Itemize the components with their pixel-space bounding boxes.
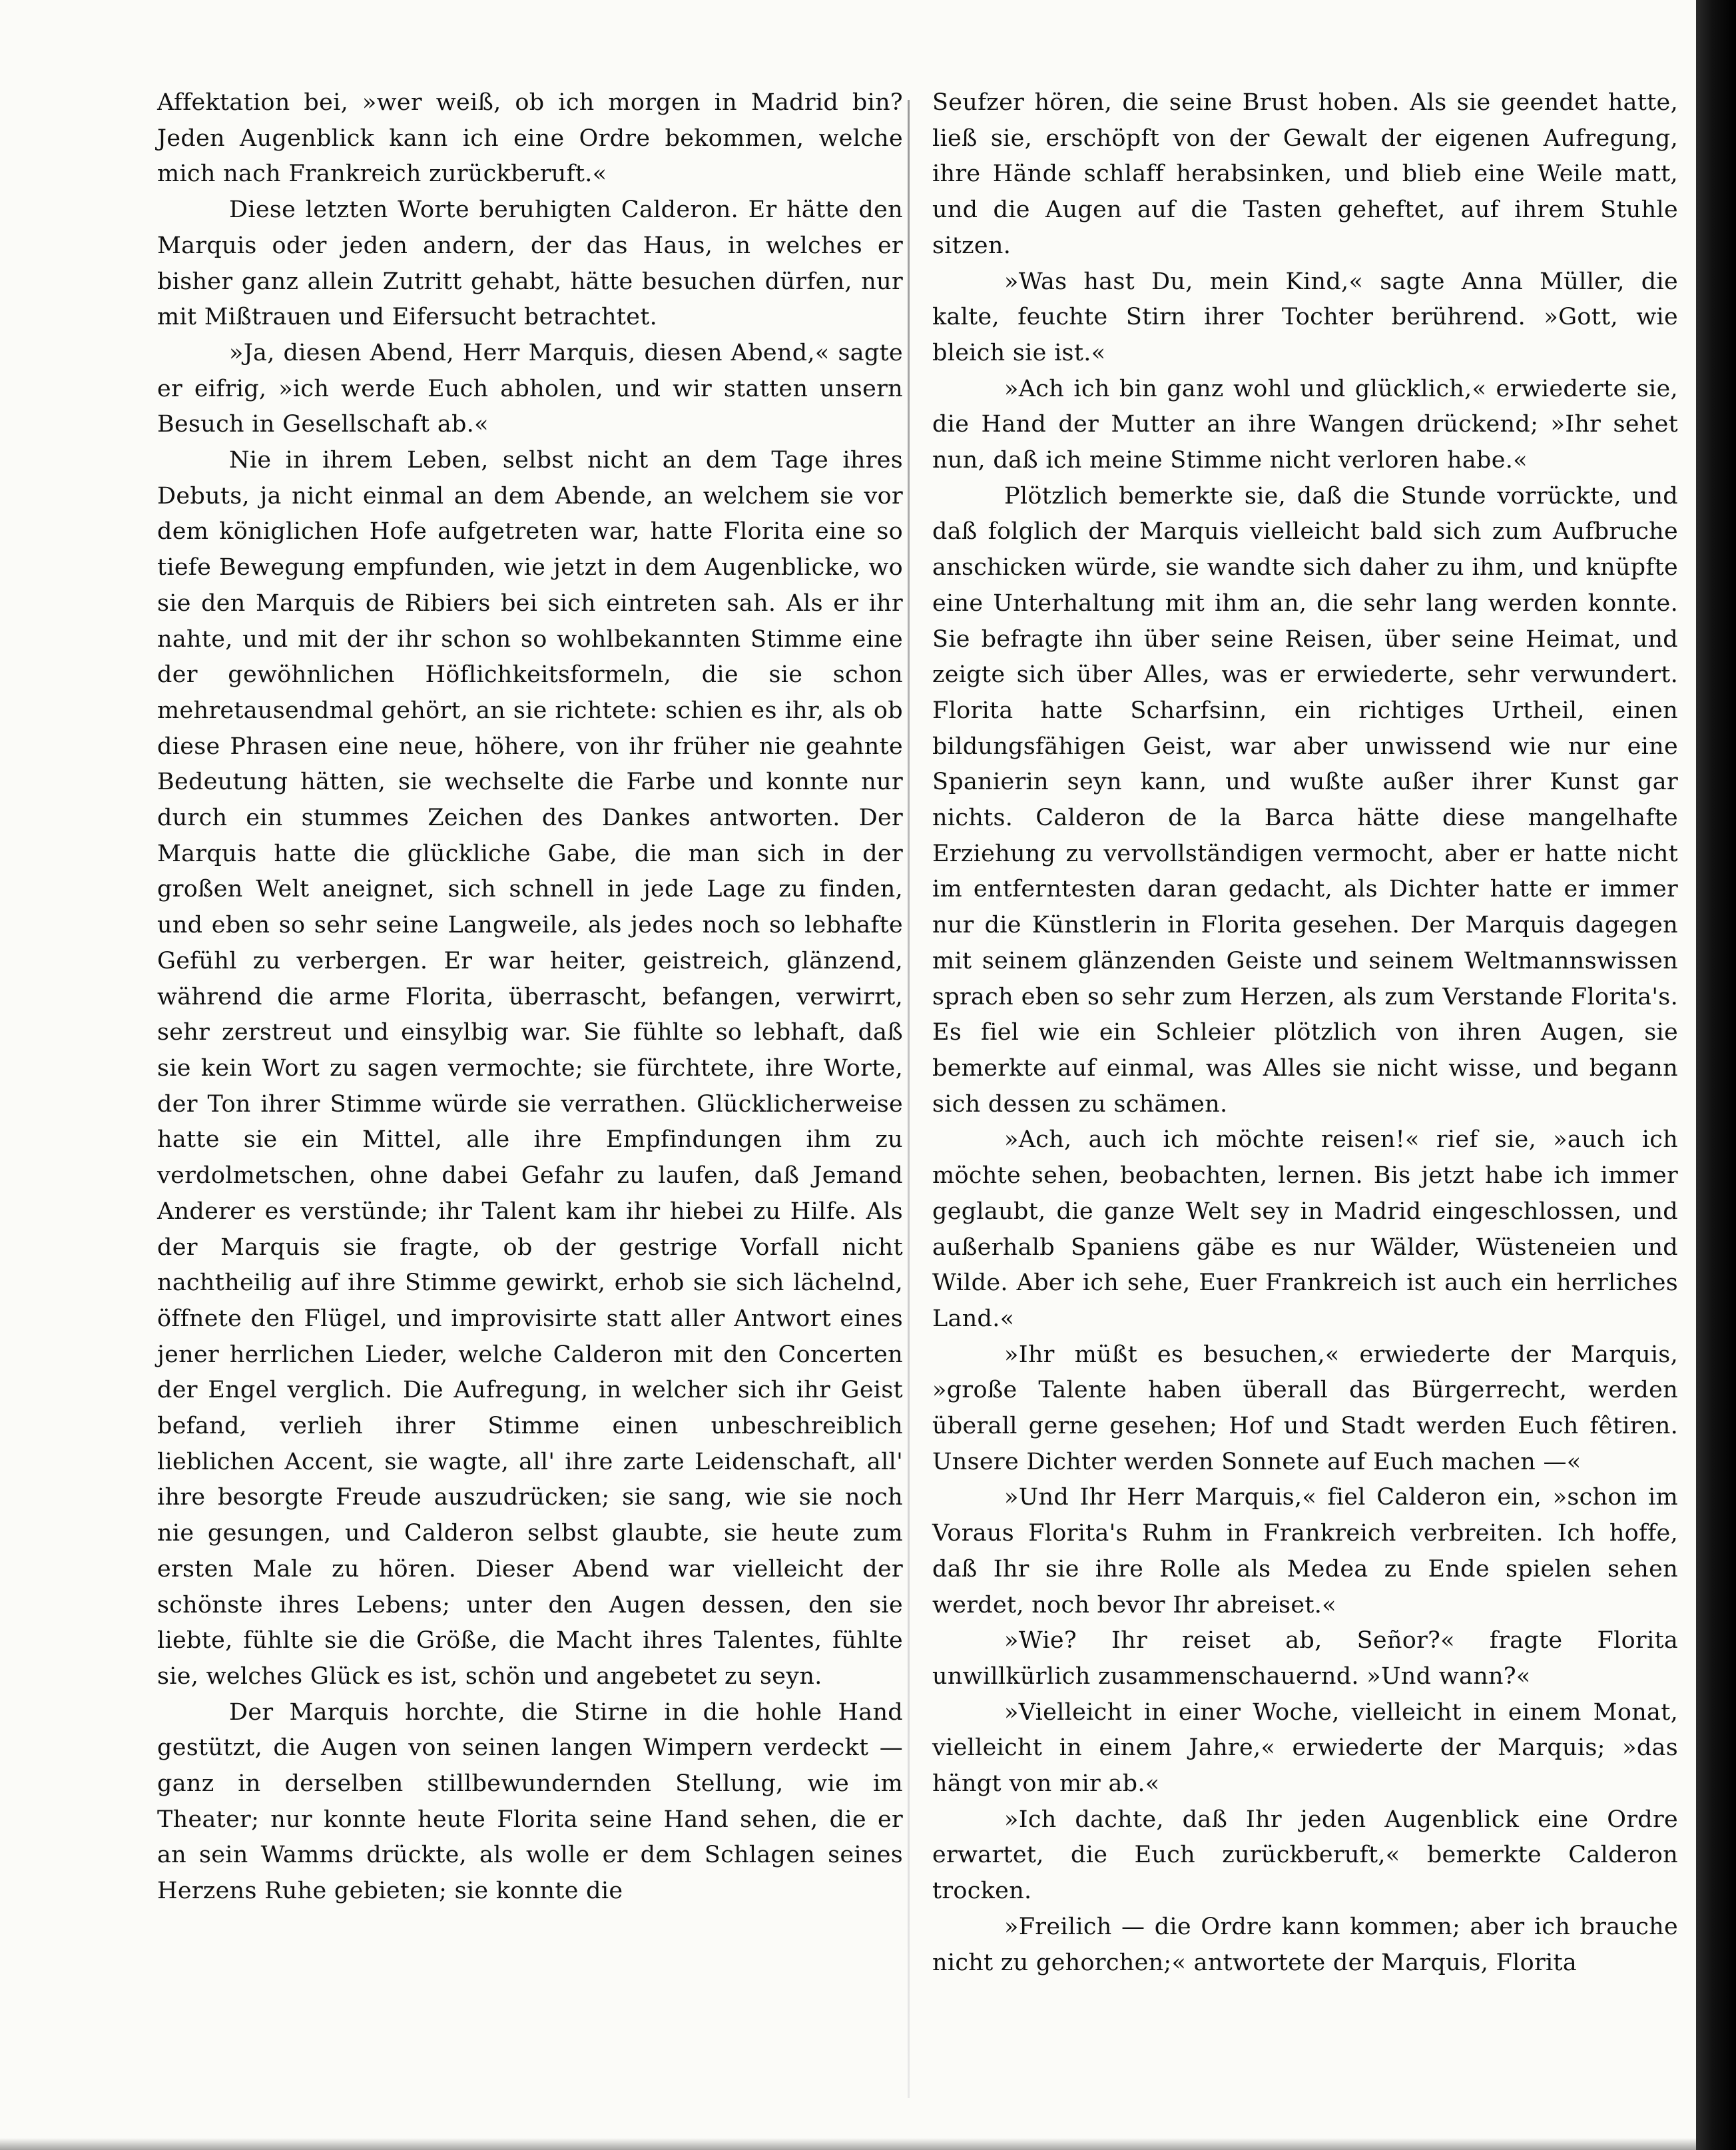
paragraph: »Freilich — die Ordre kann kommen; aber ich brauche nicht zu gehorchen;« antwortete der Marquis, Florita xyxy=(932,1913,1678,1976)
paragraph: Nie in ihrem Leben, selbst nicht an dem Tage ihres Debuts, ja nicht einmal an dem Abende, an welchem sie vor dem königlichen Hofe aufgetreten war, hatte Florita eine so tiefe Bewegung empfunden, wie jetzt in dem Augenblicke, wo sie den Marquis de Ribiers bei sich eintreten sah. Als er ihr nahte, und mit der ihr schon so wohlbekannten Stimme eine der gewöhnlichen Höflichkeitsformeln, die sie schon mehretausendmal gehört, an sie richtete: schien es ihr, als ob diese Phrasen eine neue, höhere, von ihr früher nie geahnte Bedeutung hätten, sie wechselte die Farbe und konnte nur durch ein stummes Zeichen des Dankes antworten. Der Marquis hatte die glückliche Gabe, die man sich in der großen Welt aneignet, sich schnell in jede Lage zu finden, und eben so sehr seine Langweile, als jedes noch so lebhafte Gefühl zu verbergen. Er war heiter, geistreich, glänzend, während die arme Florita, überrascht, befangen, verwirrt, sehr zerstreut und einsylbig war. Sie fühlte so lebhaft, daß sie kein Wort zu sagen vermochte; sie fürchtete, ihre Worte, der Ton ihrer Stimme würde sie verrathen. Glücklicherweise hatte sie ein Mittel, alle ihre Empfindungen ihm zu verdolmetschen, ohne dabei Gefahr zu laufen, daß Jemand Anderer es verstünde; ihr Talent kam ihr hiebei zu Hilfe. Als der Marquis sie fragte, ob der gestrige Vorfall nicht nachtheilig auf ihre Stimme gewirkt, erhob sie sich lächelnd, öffnete den Flügel, und improvisirte statt aller Antwort eines jener herrlichen Lieder, welche Calderon mit den Concerten der Engel verglich. Die Aufregung, in welcher sich ihr Geist befand, verlieh ihrer Stimme einen unbeschreiblich lieblichen Accent, sie wagte, all' ihre zarte Leidenschaft, all' ihre besorgte Freude auszudrücken; sie sang, wie sie noch nie gesungen, und Calderon selbst glaubte, sie heute zum ersten Male zu hören. Dieser Abend war vielleicht der schönste ihres Lebens; unter den Augen dessen, den sie liebte, fühlte sie die Größe, die Macht ihres Talentes, fühlte sie, welches Glück es ist, schön und angebetet zu seyn. xyxy=(157,447,903,1690)
paragraph: »Ich dachte, daß Ihr jeden Augenblick eine Ordre erwartet, die Euch zurückberuft,« bemerkte Calderon trocken. xyxy=(932,1806,1678,1905)
paragraph: Plötzlich bemerkte sie, daß die Stunde vorrückte, und daß folglich der Marquis vielleicht bald sich zum Aufbruche anschicken würde, sie wandte sich daher zu ihm, und knüpfte eine Unterhaltung mit ihm an, die sehr lang werden konnte. Sie befragte ihn über seine Reisen, über seine Heimat, und zeigte sich über Alles, was er erwiederte, sehr verwundert. Florita hatte Scharfsinn, ein richtiges Urtheil, einen bildungsfähigen Geist, war aber unwissend wie nur eine Spanierin seyn kann, und wußte außer ihrer Kunst gar nichts. Calderon de la Barca hätte diese mangelhafte Erziehung zu vervollständigen vermocht, aber er hatte nicht im entferntesten daran gedacht, als Dichter hatte er immer nur die Künstlerin in Florita gesehen. Der Marquis dagegen mit seinem glänzenden Geiste und seinem Weltmannswissen sprach eben so sehr zum Herzen, als zum Verstande Florita's. Es fiel wie ein Schleier plötzlich von ihren Augen, sie bemerkte auf einmal, was Alles sie nicht wisse, und begann sich dessen zu schämen. xyxy=(932,482,1678,1118)
left-text-column xyxy=(157,85,903,1910)
paragraph: »Und Ihr Herr Marquis,« fiel Calderon ein, »schon im Voraus Florita's Ruhm in Frankreich verbreiten. Ich hoffe, daß Ihr sie ihre Rolle als Medea zu Ende spielen sehen werdet, noch bevor Ihr abreiset.« xyxy=(932,1484,1678,1618)
paragraph: »Ihr müßt es besuchen,« erwiederte der Marquis, »große Talente haben überall das Bürgerrecht, werden überall gerne gesehen; Hof und Stadt werden Euch fêtiren. Unsere Dichter werden Sonnete auf Euch machen —« xyxy=(932,1341,1678,1475)
right-text-column xyxy=(932,85,1678,1981)
column-divider xyxy=(908,100,910,2098)
paragraph: »Ach ich bin ganz wohl und glücklich,« erwiederte sie, die Hand der Mutter an ihre Wangen drückend; »Ihr sehet nun, daß ich meine Stimme nicht verloren habe.« xyxy=(932,375,1678,474)
paragraph: Diese letzten Worte beruhigten Calderon. Er hätte den Marquis oder jeden andern, der das Haus, in welches er bisher ganz allein Zutritt gehabt, hätte besuchen dürfen, nur mit Mißtrauen und Eifersucht betrachtet. xyxy=(157,196,903,331)
paragraph: »Ach, auch ich möchte reisen!« rief sie, »auch ich möchte sehen, beobachten, lernen. Bis jetzt habe ich immer geglaubt, die ganze Welt sey in Madrid eingeschlossen, und außerhalb Spaniens gäbe es nur Wälder, Wüsteneien und Wilde. Aber ich sehe, Euer Frankreich ist auch ein herrliches Land.« xyxy=(932,1126,1678,1332)
paragraph: »Wie? Ihr reiset ab, Señor?« fragte Florita unwillkürlich zusammenschauernd. »Und wann?« xyxy=(932,1627,1678,1690)
paragraph: Affektation bei, »wer weiß, ob ich morgen in Madrid bin? Jeden Augenblick kann ich eine Ordre bekommen, welche mich nach Frankreich zurückberuft.« xyxy=(157,89,903,188)
page-bottom-shadow xyxy=(0,2138,1696,2150)
paragraph: Seufzer hören, die seine Brust hoben. Als sie geendet hatte, ließ sie, erschöpft von der Gewalt der eigenen Aufregung, ihre Hände schlaff herabsinken, und blieb eine Weile matt, und die Augen auf die Tasten geheftet, auf ihrem Stuhle sitzen. xyxy=(932,89,1678,259)
paragraph: Der Marquis horchte, die Stirne in die hohle Hand gestützt, die Augen von seinen langen Wimpern verdeckt — ganz in derselben stillbewundernden Stellung, wie im Theater; nur konnte heute Florita seine Hand sehen, die er an sein Wamms drückte, als wolle er dem Schlagen seines Herzens Ruhe gebieten; sie konnte die xyxy=(157,1698,903,1905)
paragraph: »Was hast Du, mein Kind,« sagte Anna Müller, die kalte, feuchte Stirn ihrer Tochter berührend. »Gott, wie bleich sie ist.« xyxy=(932,268,1678,366)
paragraph: »Vielleicht in einer Woche, vielleicht in einem Monat, vielleicht in einem Jahre,« erwiederte der Marquis; »das hängt von mir ab.« xyxy=(932,1698,1678,1798)
paragraph: »Ja, diesen Abend, Herr Marquis, diesen Abend,« sagte er eifrig, »ich werde Euch abholen, und wir statten unsern Besuch in Gesellschaft ab.« xyxy=(157,339,903,438)
book-spine-shadow xyxy=(1696,0,1736,2150)
